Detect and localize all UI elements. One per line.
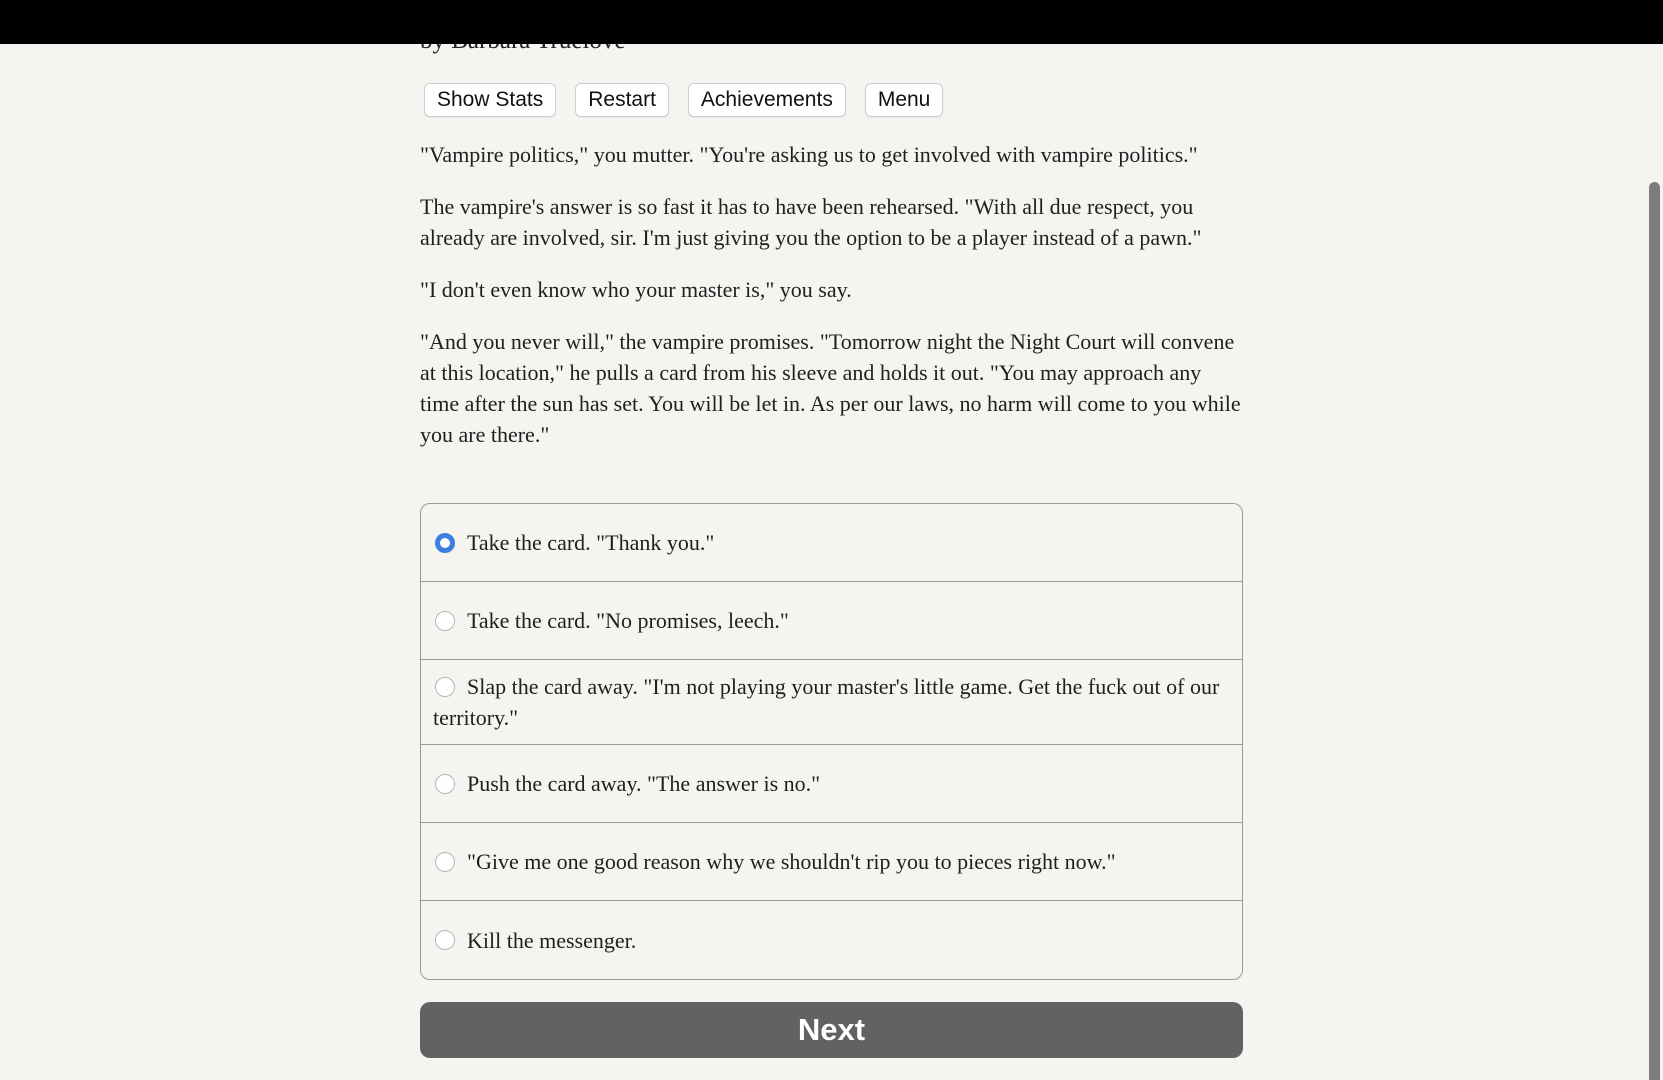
choice-label: Take the card. "No promises, leech." bbox=[467, 608, 789, 633]
choice-label: Kill the messenger. bbox=[467, 927, 637, 953]
show-stats-button[interactable]: Show Stats bbox=[424, 83, 556, 117]
browser-top-bar bbox=[0, 0, 1663, 44]
choice-option-6[interactable] bbox=[421, 901, 1242, 979]
story-paragraph: "I don't even know who your master is," you say. bbox=[420, 277, 852, 302]
story-paragraph: "And you never will," the vampire promises. "Tomorrow night the Night Court will convene at this location," he pulls a card from his sleeve and holds it out. "You may approach any time after the sun has set. You will be let in. As per our laws, no harm will come to you while you are there." bbox=[420, 329, 1241, 447]
story-paragraph: "Vampire politics," you mutter. "You're asking us to get involved with vampire politics." bbox=[420, 142, 1198, 167]
choice-label: Take the card. "Thank you." bbox=[467, 530, 715, 555]
choice-option-3[interactable] bbox=[421, 660, 1242, 745]
radio-icon[interactable] bbox=[435, 774, 455, 794]
choice-label: Slap the card away. "I'm not playing your master's little game. Get the fuck out of our territory." bbox=[433, 674, 1220, 730]
story-text bbox=[420, 139, 1243, 471]
choice-option-4[interactable] bbox=[421, 745, 1242, 823]
achievements-button[interactable]: Achievements bbox=[688, 83, 846, 117]
radio-icon[interactable] bbox=[435, 677, 455, 697]
choice-option-5[interactable] bbox=[421, 823, 1242, 901]
menu-button[interactable]: Menu bbox=[865, 83, 944, 117]
radio-icon[interactable] bbox=[435, 611, 455, 631]
choice-label: Push the card away. "The answer is no." bbox=[467, 771, 821, 796]
choice-option-1[interactable] bbox=[421, 504, 1242, 582]
scrollbar-track[interactable] bbox=[1645, 44, 1663, 1080]
scrollbar-thumb[interactable] bbox=[1649, 182, 1660, 1080]
choice-list bbox=[420, 503, 1243, 980]
radio-icon[interactable] bbox=[435, 930, 455, 950]
radio-icon[interactable] bbox=[435, 852, 455, 872]
restart-button[interactable]: Restart bbox=[575, 83, 669, 117]
game-toolbar bbox=[424, 83, 943, 117]
next-button[interactable]: Next bbox=[420, 1002, 1243, 1058]
choice-option-2[interactable] bbox=[421, 582, 1242, 660]
radio-selected-icon[interactable] bbox=[435, 533, 455, 553]
story-paragraph: The vampire's answer is so fast it has to have been rehearsed. "With all due respect, you already are involved, sir. I'm just giving you the option to be a player instead of a pawn." bbox=[420, 194, 1202, 250]
choice-label: "Give me one good reason why we shouldn't rip you to pieces right now." bbox=[467, 849, 1116, 874]
